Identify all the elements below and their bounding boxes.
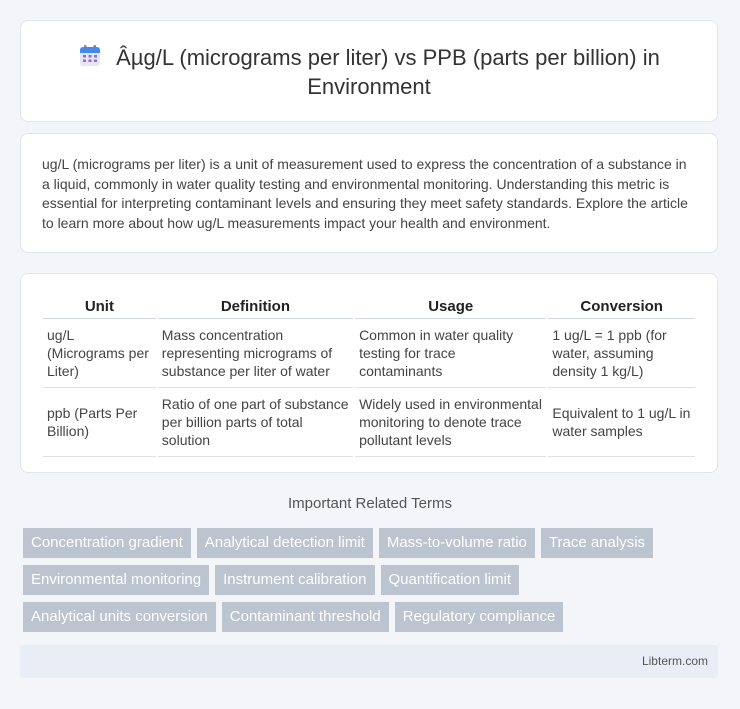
- page-title-text: Âµg/L (micrograms per liter) vs PPB (parts per billion) in Environment: [116, 45, 660, 99]
- calendar-icon: [78, 44, 102, 68]
- tag-mass-to-volume-ratio[interactable]: Mass-to-volume ratio: [379, 528, 535, 558]
- related-terms-heading: Important Related Terms: [288, 495, 452, 512]
- intro-card: [20, 133, 718, 253]
- intro-paragraph: ug/L (micrograms per liter) is a unit of measurement used to express the concentration of a substance in a liquid, commonly in water quality testing and environmental monitoring. Understanding this metric is essential for interpreting contaminant levels and ensuring they meet safety standards. Explore the article to learn more about how ug/L measurements impact your health and environment.: [42, 156, 688, 231]
- tag-quantification-limit[interactable]: Quantification limit: [381, 565, 520, 595]
- tag-row: [23, 602, 713, 632]
- table-header-row: [43, 296, 695, 319]
- table-row: [43, 319, 695, 388]
- header-usage: Usage: [355, 296, 546, 319]
- footer-brand-link[interactable]: Libterm.com: [641, 654, 708, 668]
- cell-definition: Mass concentration representing micrograms of substance per liter of water: [158, 319, 353, 388]
- header-conversion: Conversion: [548, 296, 695, 319]
- tag-environmental-monitoring[interactable]: Environmental monitoring: [23, 565, 209, 595]
- tag-concentration-gradient[interactable]: Concentration gradient: [23, 528, 191, 558]
- related-terms-list: [23, 528, 713, 639]
- cell-usage: Widely used in environmental monitoring to denote trace pollutant levels: [355, 388, 546, 457]
- tag-analytical-units-conversion[interactable]: Analytical units conversion: [23, 602, 216, 632]
- tag-instrument-calibration[interactable]: Instrument calibration: [215, 565, 374, 595]
- cell-unit: ppb (Parts Per Billion): [43, 388, 156, 457]
- header-definition: Definition: [158, 296, 353, 319]
- title-card: [20, 20, 718, 122]
- header-unit: Unit: [43, 296, 156, 319]
- cell-conversion: 1 ug/L = 1 ppb (for water, assuming density 1 kg/L): [548, 319, 695, 388]
- page-title: [21, 43, 717, 101]
- table-card: [20, 273, 718, 473]
- tag-contaminant-threshold[interactable]: Contaminant threshold: [222, 602, 389, 632]
- tag-row: [23, 528, 713, 558]
- tag-row: [23, 565, 713, 595]
- comparison-table: [41, 296, 697, 457]
- tag-regulatory-compliance[interactable]: Regulatory compliance: [395, 602, 564, 632]
- cell-conversion: Equivalent to 1 ug/L in water samples: [548, 388, 695, 457]
- footer: [20, 645, 718, 678]
- cell-unit: ug/L (Micrograms per Liter): [43, 319, 156, 388]
- cell-definition: Ratio of one part of substance per billion parts of total solution: [158, 388, 353, 457]
- table-row: [43, 388, 695, 457]
- tag-analytical-detection-limit[interactable]: Analytical detection limit: [197, 528, 373, 558]
- cell-usage: Common in water quality testing for trace contaminants: [355, 319, 546, 388]
- tag-trace-analysis[interactable]: Trace analysis: [541, 528, 653, 558]
